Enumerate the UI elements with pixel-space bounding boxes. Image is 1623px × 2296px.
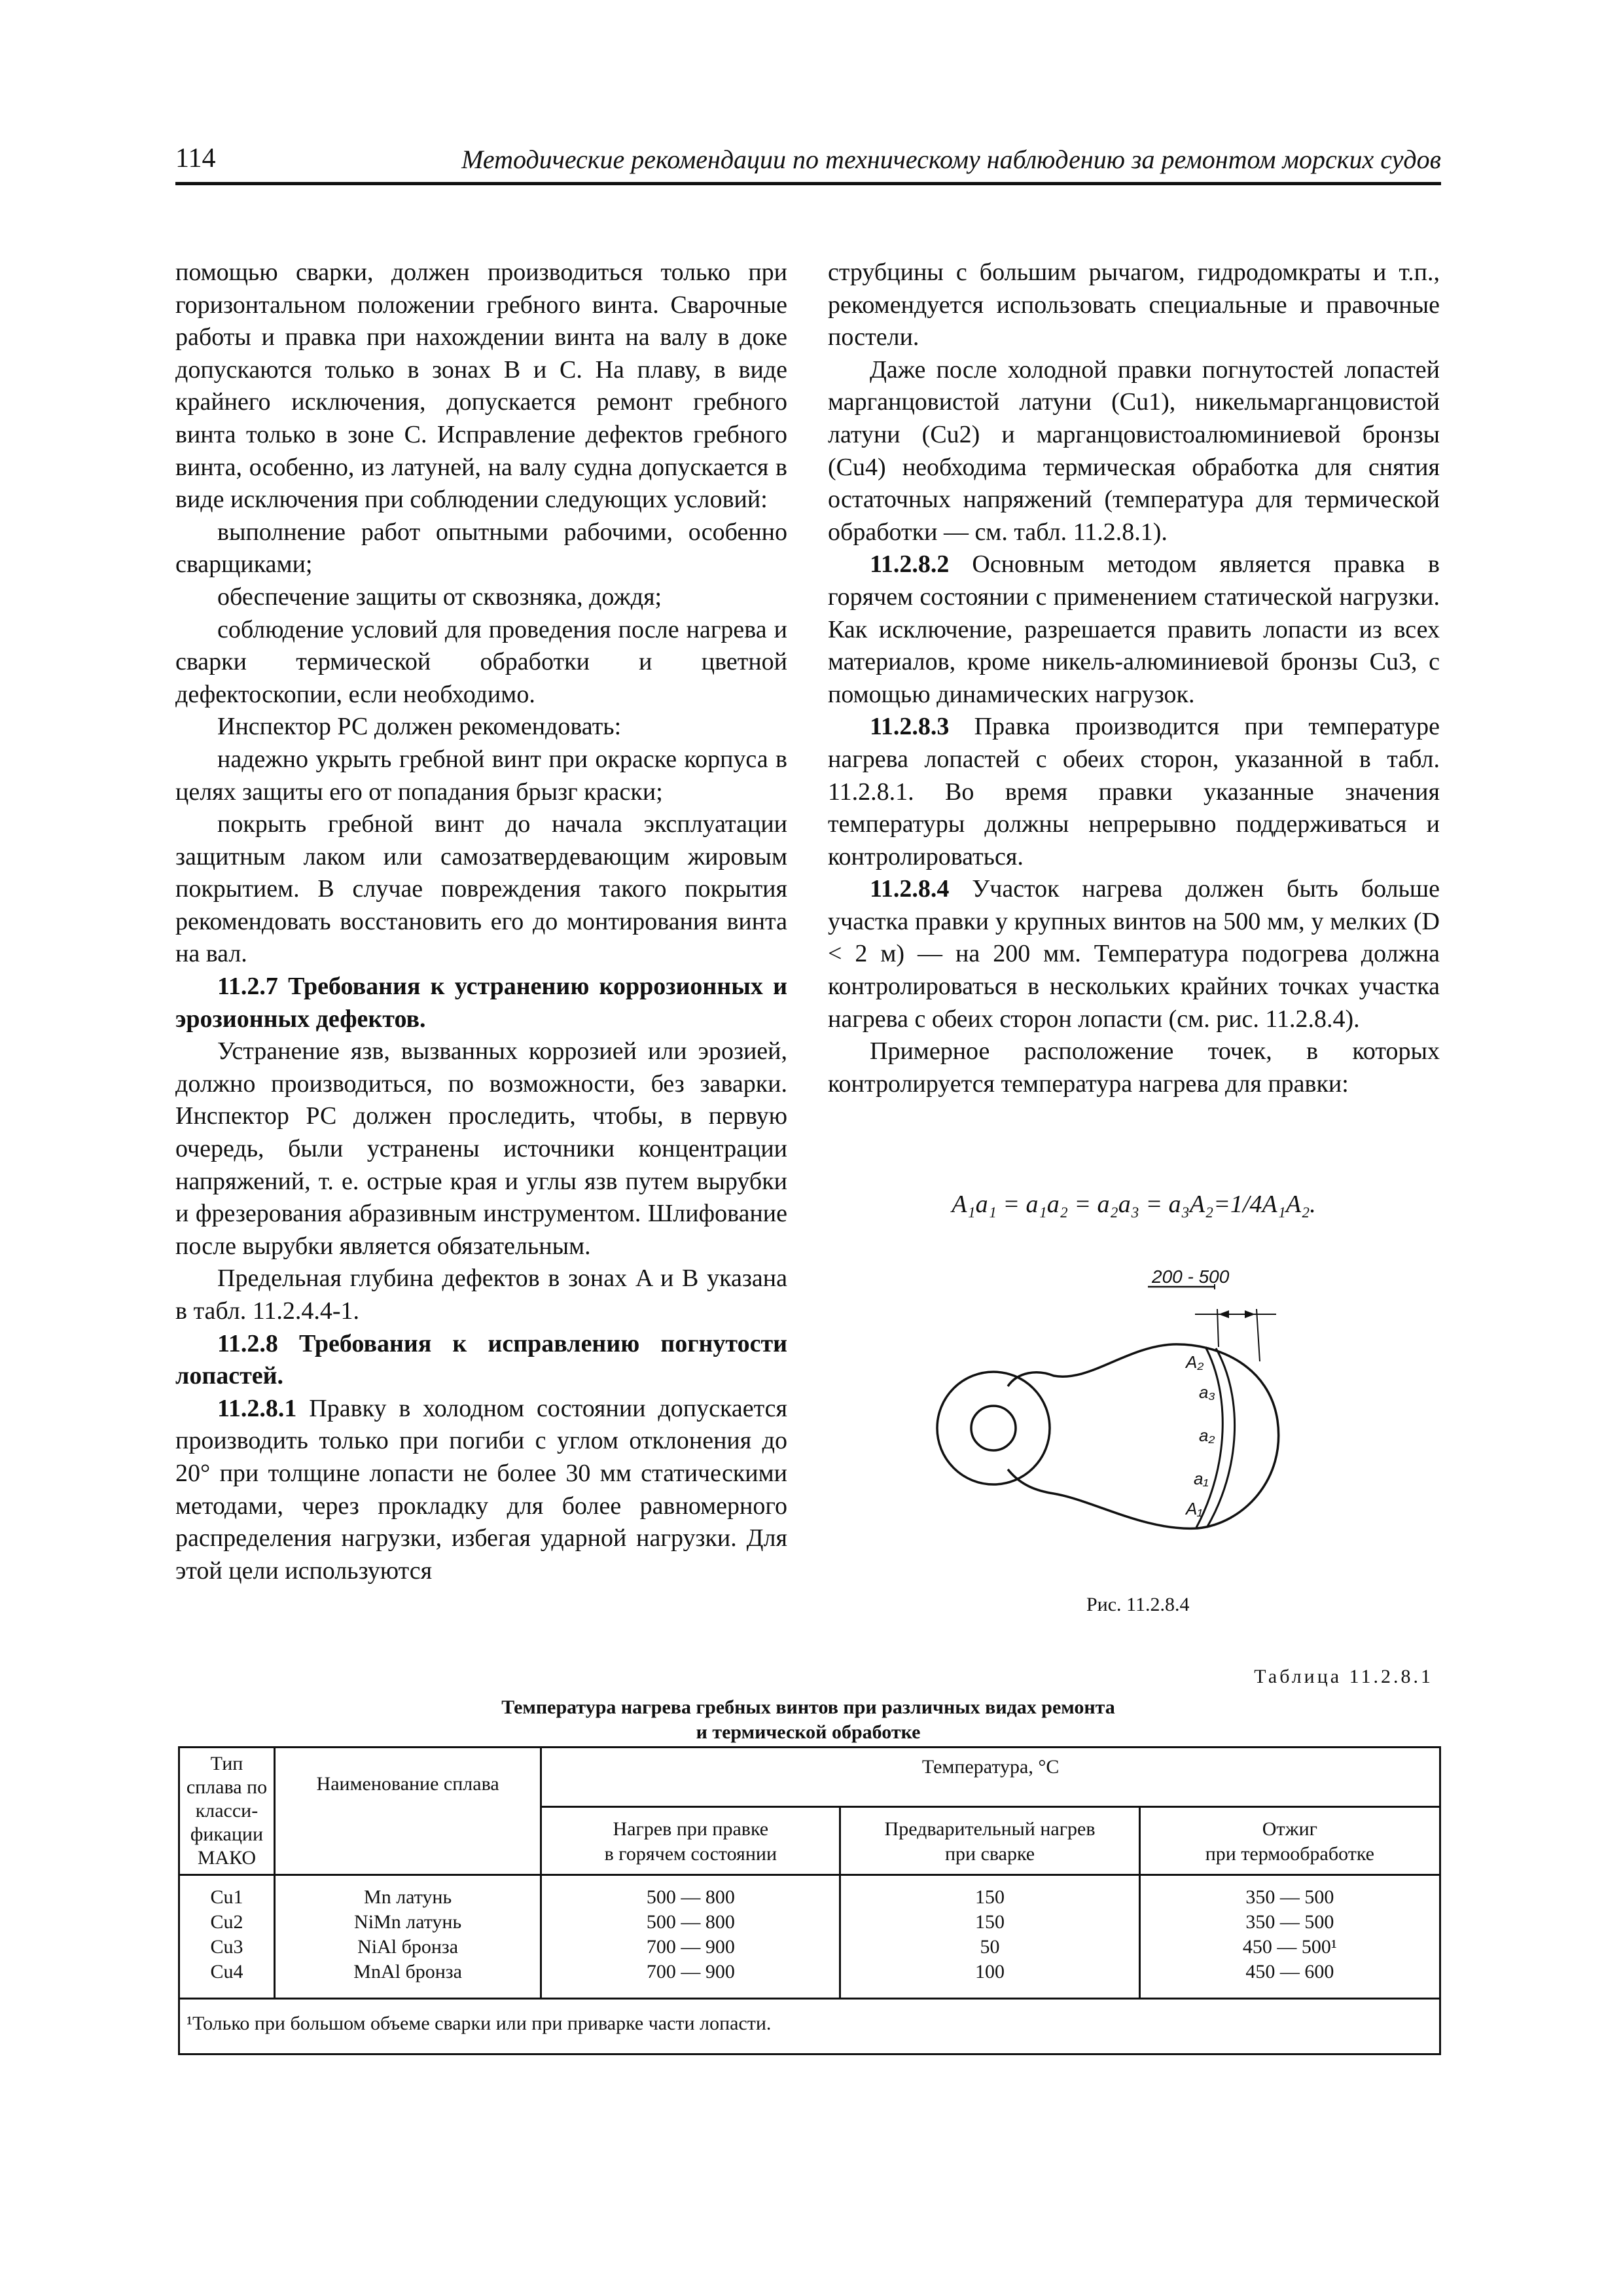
point-label-A1: A₁: [1186, 1499, 1203, 1518]
header-line: Тип: [210, 1753, 243, 1774]
header-annealing: [1139, 1807, 1440, 1875]
section-heading: 11.2.8 Требования к исправлению погнутости лопастей.: [175, 1329, 787, 1390]
table-title: [175, 1695, 1441, 1745]
header-hot-straightening: [541, 1807, 840, 1875]
paragraph: [828, 548, 1440, 711]
table-cell: MnAl бронза: [353, 1961, 462, 1982]
paragraph: надежно укрыть гребной винт при окраске корпуса в целях защиты его от попадания брызг краски;: [175, 745, 787, 806]
header-alloy-name: Наименование сплава: [274, 1748, 541, 1875]
clause-number: 11.2.8.1: [217, 1394, 297, 1422]
clause-text: Правка производится при температуре нагрева лопастей с обеих сторон, указанной в табл. 11.2.8.1. Во время правки указанные значения температуры должны непрерывно поддерживаться и контролироваться.: [828, 713, 1440, 870]
table-cell: 500 — 800: [646, 1886, 735, 1908]
point-label-a2: a₂: [1199, 1426, 1215, 1445]
table-cell: 150: [975, 1911, 1005, 1933]
left-column: [175, 257, 787, 1587]
table-cell: Cu1: [210, 1886, 243, 1908]
paragraph: Устранение язв, вызванных коррозией или эрозией, должно производиться, по возможности, без заварки. Инспектор РС должен проследить, чтобы, в первую очередь, были устранены источники концентрации напряжений, т. е. острые края и углы язв путем вырубки и фрезерования абразивным инструментом. Шлифование после вырубки является обязательным.: [175, 1037, 787, 1260]
table-label: Таблица 11.2.8.1: [1254, 1666, 1433, 1687]
header-alloy-type: [179, 1748, 275, 1875]
table-cell: 500 — 800: [646, 1911, 735, 1933]
hub-outer: [937, 1372, 1050, 1484]
table-cell: NiMn латунь: [354, 1911, 462, 1933]
table-cell: 450 — 500¹: [1242, 1936, 1337, 1958]
column-preheat-welding: [840, 1875, 1139, 1999]
header-line: класси-: [195, 1800, 259, 1821]
header-line: МАКО: [197, 1847, 257, 1869]
paragraph: Даже после холодной правки погнутостей лопастей марганцовистой латуни (Cu1), никельмарганцовистой латуни (Cu2) и марганцовистоалюминиевой бронзы (Cu4) необходима термическая обработка для снятия остаточных напряжений (температура для термической обработки — см. табл. 11.2.8.1).: [828, 355, 1440, 546]
column-alloy-name: [274, 1875, 541, 1999]
paragraph: покрыть гребной винт до начала эксплуатации защитным лаком или самозатвердевающим жировым покрытием. В случае повреждения такого покрытия рекомендовать восстановить его до монтирования винта на вал.: [175, 810, 787, 968]
section-heading: 11.2.7 Требования к устранению коррозионных и эрозионных дефектов.: [175, 973, 787, 1033]
table-data-block: [179, 1875, 1440, 1999]
dimension-label: 200 - 500: [1152, 1270, 1230, 1287]
clause-number: 11.2.8.3: [870, 713, 950, 741]
paragraph: Предельная глубина дефектов в зонах A и B указана в табл. 11.2.4.4-1.: [175, 1265, 787, 1325]
paragraph: Примерное расположение точек, в которых контролируется температура нагрева для правки:: [828, 1037, 1440, 1098]
paragraph: соблюдение условий для проведения после нагрева и сварки термической обработки и цветной дефектоскопии, если необходимо.: [175, 615, 787, 708]
table-footnote: ¹Только при большом объеме сварки или при приварке части лопасти.: [179, 1999, 1440, 2054]
point-label-a3: a₃: [1199, 1382, 1215, 1402]
page-header: [175, 143, 1441, 185]
column-annealing: [1139, 1875, 1440, 1999]
formula: A₁a₁ = a₁a₂ = a₂a₃ = a₃A₂=1/4A₁A₂.: [952, 1191, 1316, 1218]
paragraph: [828, 711, 1440, 873]
table-cell: Cu3: [210, 1936, 243, 1958]
header-line: сплава по: [186, 1776, 268, 1798]
header-line: Нагрев при правке: [613, 1818, 769, 1840]
table-cell: 50: [980, 1936, 1000, 1958]
extension-line: [1257, 1309, 1260, 1361]
header-line: при сварке: [944, 1843, 1035, 1865]
header-line: Предварительный нагрев: [884, 1818, 1096, 1840]
table-cell: 350 — 500: [1245, 1886, 1334, 1908]
running-title: Методические рекомендации по техническому наблюдению за ремонтом морских судов: [461, 145, 1441, 174]
paragraph: выполнение работ опытными рабочими, особенно сварщиками;: [175, 518, 787, 579]
table-cell: 350 — 500: [1245, 1911, 1334, 1933]
table-cell: Cu4: [210, 1961, 243, 1982]
paragraph: обеспечение защиты от сквозняка, дождя;: [217, 583, 662, 611]
header-line: фикации: [190, 1823, 263, 1845]
table-cell: 150: [975, 1886, 1005, 1908]
temperature-table: [178, 1746, 1441, 2055]
figure-caption: Рис. 11.2.8.4: [1086, 1594, 1190, 1615]
header-line: при термообработке: [1205, 1843, 1374, 1865]
propeller-blade-figure: [929, 1270, 1342, 1584]
page-number: 114: [175, 143, 216, 173]
header-line: Отжиг: [1262, 1818, 1317, 1840]
table-cell: Mn латунь: [364, 1886, 452, 1908]
paragraph: [175, 1393, 787, 1588]
table-cell: NiAl бронза: [357, 1936, 459, 1958]
clause-text: Основным методом является правка в горячем состоянии с применением статической нагрузки. Как исключение, разрешается править лопасти из всех материалов, кроме никель-алюминиевой бронзы Cu3, с помощью динамических нагрузок.: [828, 550, 1440, 708]
paragraph: [828, 873, 1440, 1035]
dimension-arrowhead: [1245, 1310, 1255, 1318]
paragraph: Инспектор РС должен рекомендовать:: [217, 713, 622, 741]
clause-number: 11.2.8.2: [870, 550, 950, 579]
clause-text: Участок нагрева должен быть больше участка правки у крупных винтов на 500 мм, у мелких (D < 2 м) — на 200 мм. Температура подогрева должна контролироваться в нескольких крайних точках участка нагрева с обеих сторон лопасти (см. рис. 11.2.8.4).: [828, 875, 1440, 1033]
hub-bore: [971, 1406, 1016, 1450]
table-title-line: Температура нагрева гребных винтов при различных видах ремонта: [501, 1696, 1115, 1718]
header-line: в горячем состоянии: [604, 1843, 777, 1865]
right-column: [828, 257, 1440, 1100]
paragraph: помощью сварки, должен производиться только при горизонтальном положении гребного винта. Сварочные работы и правка при нахождении винта на валу в доке допускаются только в зонах B и C. На плаву, в виде крайнего исключения, допускается ремонт гребного винта только в зоне C. Исправление дефектов гребного винта, особенно, из латуней, на валу судна допускается в виде исключения при соблюдении следующих условий:: [175, 259, 787, 514]
column-hot-straightening: [541, 1875, 840, 1999]
column-alloy-type: [179, 1875, 275, 1999]
table-cell: 450 — 600: [1245, 1961, 1334, 1982]
point-label-A2: A₂: [1186, 1352, 1204, 1372]
clause-text: Правку в холодном состоянии допускается производить только при погиби с углом отклонения до 20° при толщине лопасти не более 30 мм статическими методами, через прокладку для более равномерного распределения нагрузки, избегая ударной нагрузки. Для этой цели используются: [175, 1394, 787, 1585]
header-preheat-welding: [840, 1807, 1139, 1875]
table-cell: 700 — 900: [646, 1961, 735, 1982]
paragraph: струбцины с большим рычагом, гидродомкраты и т.п., рекомендуется использовать специальные и правочные постели.: [828, 259, 1440, 351]
table-cell: Cu2: [210, 1911, 243, 1933]
point-label-a1: a₁: [1194, 1469, 1209, 1488]
clause-number: 11.2.8.4: [870, 875, 950, 903]
table-cell: 700 — 900: [646, 1936, 735, 1958]
dimension-arrowhead: [1219, 1310, 1229, 1318]
table-title-line: и термической обработке: [696, 1721, 921, 1743]
table-cell: 100: [975, 1961, 1005, 1982]
header-temperature: Температура, °С: [541, 1748, 1440, 1807]
